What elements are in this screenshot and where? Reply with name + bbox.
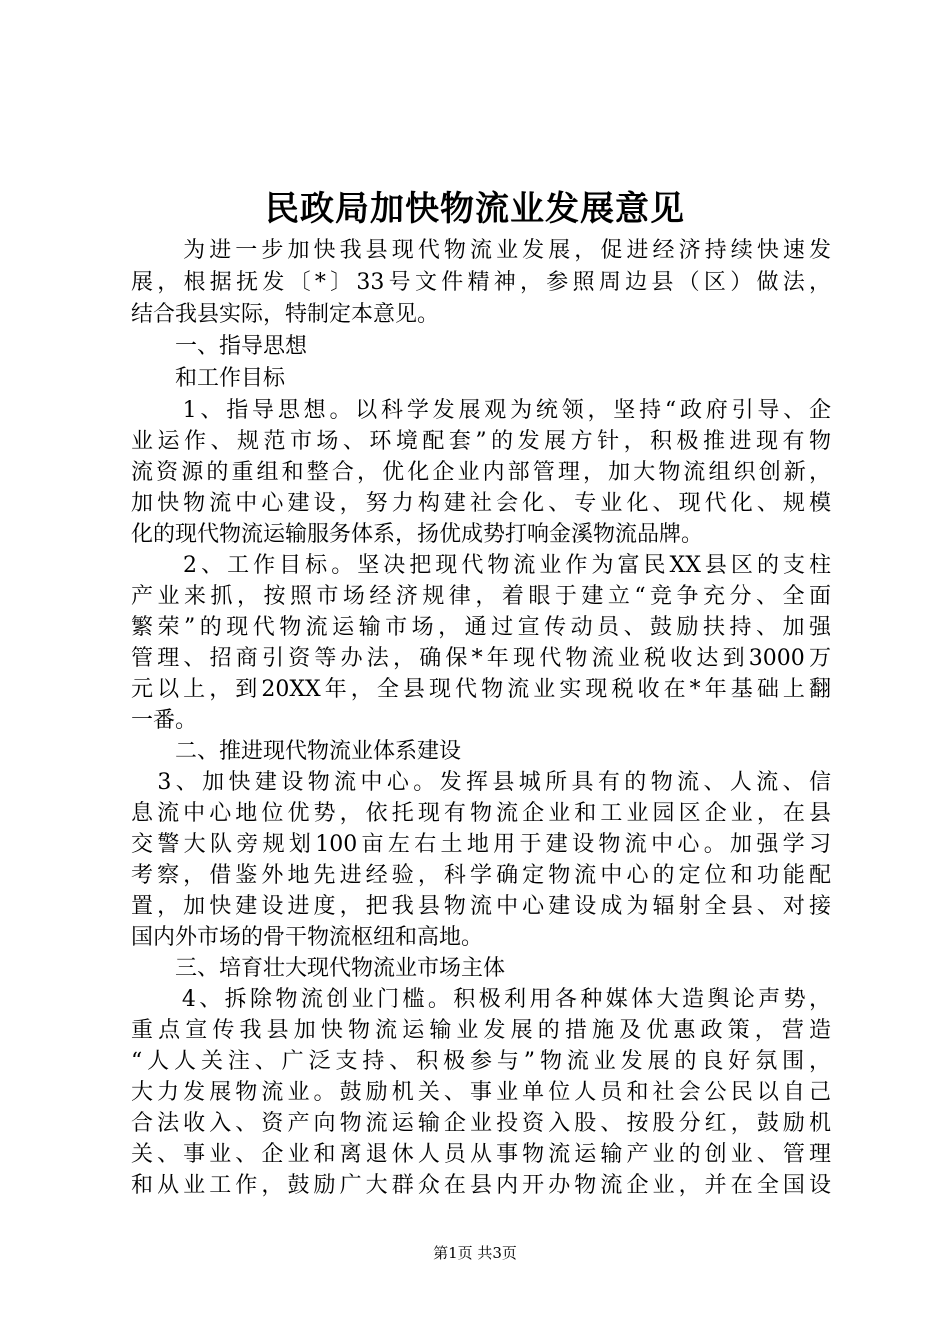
text-line: 合法收入、资产向物流运输企业投资入股、按股分红，鼓励机 [131,1111,831,1136]
text-line: 一、指导思想 [131,334,308,359]
text-line: 业运作、规范市场、环境配套”的发展方针，积极推进现有物 [131,429,831,454]
text-line: 重点宣传我县加快物流运输业发展的措施及优惠政策，营造 [131,1018,831,1043]
text-line: 流资源的重组和整合，优化企业内部管理，加大物流组织创新， [131,460,831,485]
text-line: 和工作目标 [131,366,286,391]
text-line: 大力发展物流业。鼓励机关、事业单位人员和社会公民以自己 [131,1080,831,1105]
text-line: 国内外市场的骨干物流枢纽和高地。 [131,925,484,950]
text-line: 为进一步加快我县现代物流业发展，促进经济持续快速发 [131,238,831,263]
text-line: 3、加快建设物流中心。发挥县城所具有的物流、人流、信 [131,770,831,795]
text-line: 三、培育壮大现代物流业市场主体 [131,956,506,981]
text-line: 1、指导思想。以科学发展观为统领，坚持“政府引导、企 [131,398,831,423]
text-line: 一番。 [131,708,198,733]
text-line: 考察，借鉴外地先进经验，科学确定物流中心的定位和功能配 [131,863,831,888]
text-line: 展，根据抚发〔*〕33号文件精神，参照周边县（区）做法， [131,270,831,295]
text-line: 交警大队旁规划100亩左右土地用于建设物流中心。加强学习 [131,832,831,857]
text-line: 结合我县实际，特制定本意见。 [131,302,440,327]
text-line: 管理、招商引资等办法，确保*年现代物流业税收达到3000万 [131,646,831,671]
text-line: 息流中心地位优势，依托现有物流企业和工业园区企业，在县 [131,801,831,826]
text-line: “人人关注、广泛支持、积极参与”物流业发展的良好氛围， [131,1049,831,1074]
document-title: 民政局加快物流业发展意见 [265,189,685,229]
text-line: 化的现代物流运输服务体系，扬优成势打响金溪物流品牌。 [131,522,704,547]
text-line: 2、工作目标。坚决把现代物流业作为富民XX县区的支柱 [131,553,831,578]
text-line: 元以上，到20XX年，全县现代物流业实现税收在*年基础上翻 [131,677,831,702]
text-line: 繁荣”的现代物流运输市场，通过宣传动员、鼓励扶持、加强 [131,615,831,640]
text-line: 4、拆除物流创业门槛。积极利用各种媒体大造舆论声势， [131,987,831,1012]
text-line: 加快物流中心建设，努力构建社会化、专业化、现代化、规模 [131,491,831,516]
page-footer: 第1页 共3页 [433,1244,517,1262]
text-line: 关、事业、企业和离退休人员从事物流运输产业的创业、管理 [131,1142,831,1167]
text-line: 产业来抓，按照市场经济规律，着眼于建立“竞争充分、全面 [131,584,831,609]
text-line: 置，加快建设进度，把我县物流中心建设成为辐射全县、对接 [131,894,831,919]
text-line: 和从业工作，鼓励广大群众在县内开办物流企业，并在全国设 [131,1173,831,1198]
text-line: 二、推进现代物流业体系建设 [131,739,462,764]
